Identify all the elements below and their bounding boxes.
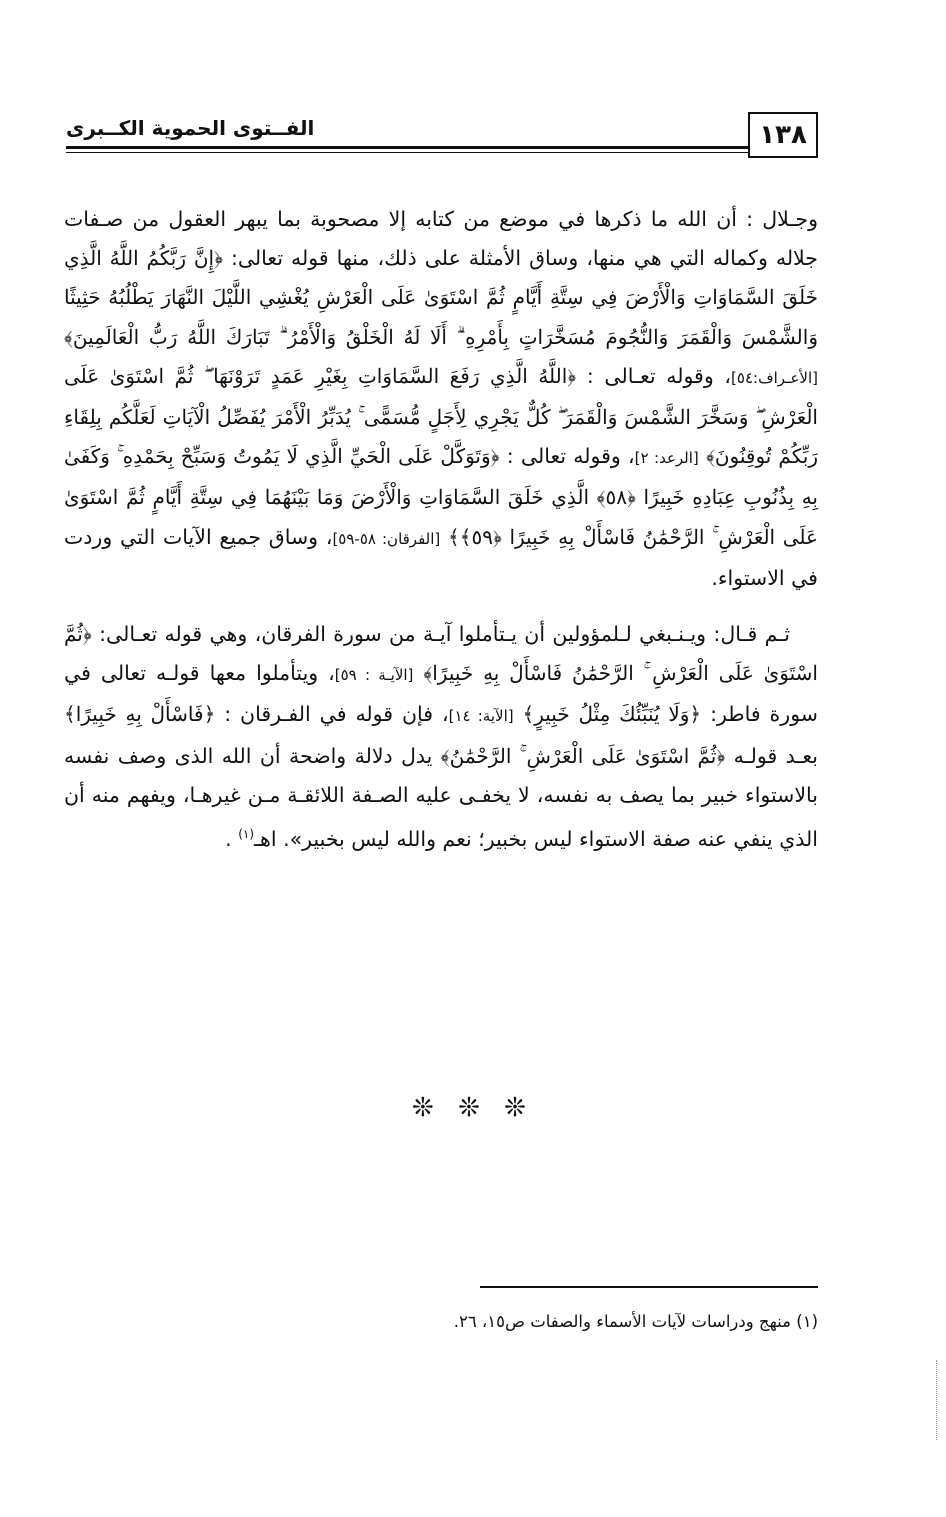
text-span: يدل دلالة واضحة أن الله الذى وصف نفسه بالاستواء خبير بما يصف به نفسه، لا يخفـى عليه الصـفة اللائقـة مـن غيرهـا، ويفهم منه أن الذي ينفي عنه صفة الاستواء ليس بخبير؛ نعم والله ليس بخبير». اهـ xyxy=(64,743,818,851)
quran-verse: ﴿اللَّهُ الَّذِي رَفَعَ السَّمَاوَاتِ بِغَيْرِ عَمَدٍ تَرَوْنَهَا ۖ ثُمَّ اسْتَوَىٰ عَلَى الْعَرْشِ ۖ وَسَخَّرَ الشَّمْسَ وَالْقَمَرَ ۖ كُلٌّ يَجْرِي لِأَجَلٍ مُّسَمًّى ۚ يُدَبِّرُ الْأَمْرَ يُفَصِّلُ الْآيَاتِ لَعَلَّكُم بِلِقَاءِ رَبِّكُمْ تُوقِنُونَ﴾ xyxy=(64,363,818,469)
text-span: ، ويتأملوا معها قولـه تعالى في سورة فاطر: xyxy=(64,661,818,727)
quran-verse: ﴿وَتَوَكَّلْ عَلَى الْحَيِّ الَّذِي لَا يَمُوتُ وَسَبِّحْ بِحَمْدِهِ ۚ وَكَفَىٰ بِهِ بِذُنُوبِ عِبَادِهِ خَبِيرًا ﴿٥٨﴾ الَّذِي خَلَقَ السَّمَاوَاتِ وَالْأَرْضَ وَمَا بَيْنَهُمَا فِي سِتَّةِ أَيَّامٍ ثُمَّ اسْتَوَىٰ عَلَى الْعَرْشِ ۚ الرَّحْمَٰنُ فَاسْأَلْ بِهِ خَبِيرًا ﴿٥٩﴾﴾ xyxy=(64,444,818,549)
text-span: ثـم قـال: ويـنـبغي لـلمؤولين أن يـتأملوا آيـة من سورة الفرقان، وهي قوله تعـالى: xyxy=(99,622,790,647)
text-span: وجـلال : أن الله ما ذكرها في موضع من كتابه إلا مصحوبة بما يبهر العقول من صـفات جلاله وكماله التي هي منها، وساق الأمثلة على ذلك، منها قوله تعالى: xyxy=(64,207,818,271)
verse-reference: [الأعـراف:٥٤] xyxy=(731,368,818,387)
header-rule xyxy=(66,146,748,153)
text-span: بعـد قولـه xyxy=(733,743,818,768)
section-divider-stars: ❊ ❊ ❊ xyxy=(412,1093,534,1123)
footnote-marker[interactable]: (١) xyxy=(238,827,255,842)
footnote: (١) منهج ودراسات لآيات الأسماء والصفات ص١٥، ٢٦. xyxy=(453,1312,818,1331)
quran-verse: ﴿فَاسْأَلْ بِهِ خَبِيرًا﴾ xyxy=(64,702,216,727)
quran-verse: ﴿ثُمَّ اسْتَوَىٰ عَلَى الْعَرْشِ ۚ الرَّحْمَٰنُ فَاسْأَلْ بِهِ خَبِيرًا﴾ xyxy=(64,622,818,686)
verse-reference: [الرعد: ٢] xyxy=(634,449,699,468)
text-span: ، فإن قوله في الفـرقان : xyxy=(224,702,449,727)
footnote-rule xyxy=(480,1286,818,1288)
running-title: الفــتوى الحموية الكــبرى xyxy=(66,116,315,140)
main-text xyxy=(64,200,818,859)
quran-verse: ﴿وَلَا يُنَبِّئُكَ مِثْلُ خَبِيرٍ﴾ xyxy=(522,702,702,727)
text-span: ، وقوله تعـالى : xyxy=(586,363,732,388)
quran-verse: ﴿ثُمَّ اسْتَوَىٰ عَلَى الْعَرْشِ ۚ الرَّحْمَٰنُ﴾ xyxy=(440,743,726,768)
text-span: ، وساق جميع الآيات التي وردت في الاستواء. xyxy=(64,524,818,590)
verse-reference: [الفرقان: ٥٨-٥٩] xyxy=(332,529,441,548)
paragraph-1 xyxy=(64,200,818,598)
verse-reference: [الآيـة : ٥٩] xyxy=(334,666,414,685)
page-header xyxy=(66,112,818,160)
text-span: ، وقوله تعالى : xyxy=(506,444,635,469)
quran-verse: ﴿إِنَّ رَبَّكُمُ اللَّهُ الَّذِي خَلَقَ السَّمَاوَاتِ وَالْأَرْضَ فِي سِتَّةِ أَيَّامٍ ثُمَّ اسْتَوَىٰ عَلَى الْعَرْشِ يُغْشِي اللَّيْلَ النَّهَارَ يَطْلُبُهُ حَثِيثًا وَالشَّمْسَ وَالْقَمَرَ وَالنُّجُومَ مُسَخَّرَاتٍ بِأَمْرِهِ ۗ أَلَا لَهُ الْخَلْقُ وَالْأَمْرُ ۗ تَبَارَكَ اللَّهُ رَبُّ الْعَالَمِينَ﴾ xyxy=(64,246,818,349)
scan-edge-mark xyxy=(936,1360,940,1440)
verse-reference: [الآية: ١٤] xyxy=(448,707,514,726)
paragraph-2 xyxy=(64,615,818,859)
text-span: . xyxy=(225,826,239,851)
page-number: ١٣٨ xyxy=(748,112,818,158)
